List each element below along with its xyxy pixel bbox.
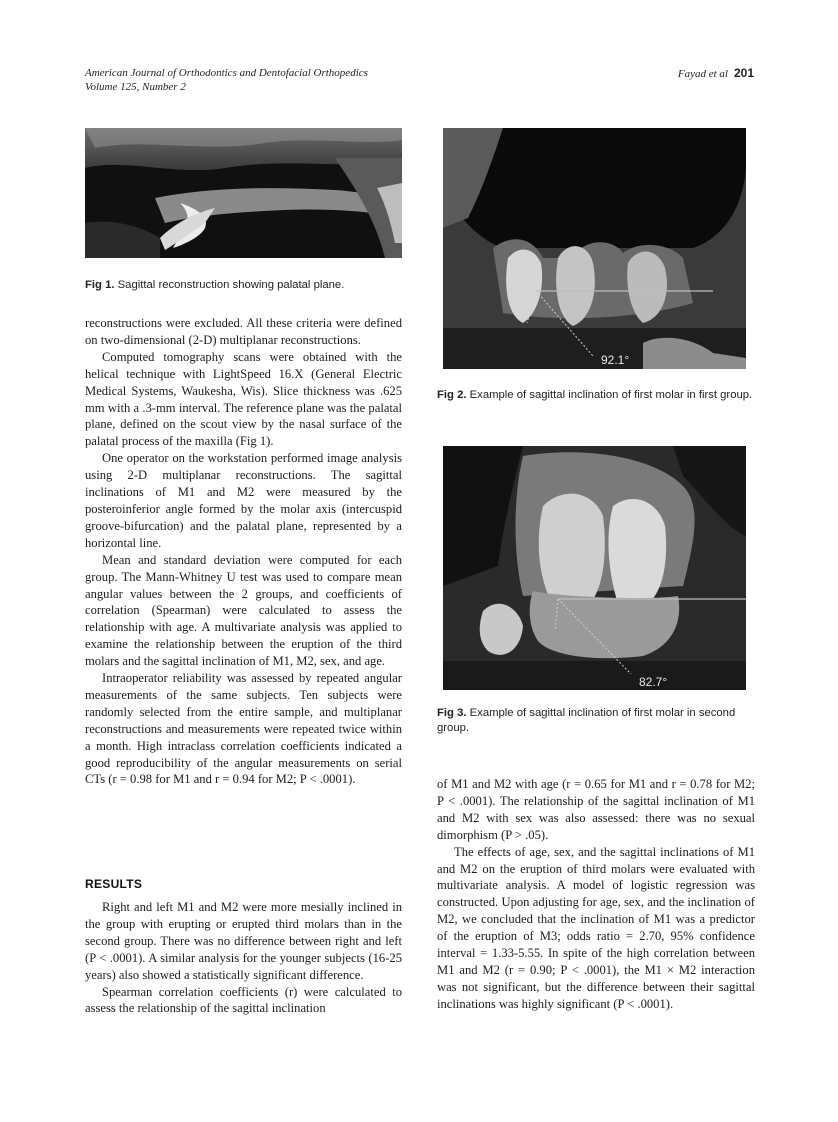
figure-2-caption-text: Example of sagittal inclination of first molar in first group.	[469, 389, 753, 401]
author-line: Fayad et al	[677, 68, 728, 80]
figure-1-image	[85, 128, 402, 258]
paragraph: of M1 and M2 with age (r = 0.65 for M1 and r = 0.78 for M2; P < .0001). The relationship of the sagittal inclination of M1 and M2 with sex was also assessed: there was no sexual dimorphism (P > .05).	[437, 777, 755, 842]
figure-1-caption	[85, 278, 415, 293]
page-header-right	[678, 66, 754, 81]
journal-title: American Journal of Orthodontics and Dentofacial Orthopedics	[85, 67, 368, 79]
page-number: 201	[733, 66, 754, 80]
figure-3-label: Fig 3.	[437, 707, 467, 719]
journal-volume: Volume 125, Number 2	[85, 81, 186, 93]
figure-2-angle-label: 92.1°	[601, 353, 630, 367]
paragraph: Mean and standard deviation were computed for each group. The Mann-Whitney U test was used to compare mean angular values between the 2 groups, and coefficients of correlation (Spearman) were calculated to assess the relationship with age. A multivariate analysis was applied to examine the relationship between the eruption of the third molars and the sagittal inclination of M1, M2, sex, and age.	[85, 552, 402, 669]
figure-1-label: Fig 1.	[85, 279, 115, 291]
paragraph: Intraoperator reliability was assessed by repeated angular measurements of the same subjects. Ten subjects were randomly selected from the entire sample, and multiplanar reconstructions and measurements were repeated twice within a month. High intraclass correlation coefficients indicated a good reproducibility of the angular measurements on serial CTs (r = 0.98 for M1 and r = 0.94 for M2; P < .0001).	[85, 671, 402, 787]
results-heading: RESULTS	[85, 877, 143, 891]
left-column-text	[85, 315, 402, 788]
paragraph: reconstructions were excluded. All these criteria were defined on two-dimensional (2-D) multiplanar reconstructions.	[85, 316, 402, 347]
figure-3-caption-text: Example of sagittal inclination of first molar in second group.	[437, 707, 736, 734]
figure-3-caption	[437, 706, 757, 736]
paragraph: One operator on the workstation performed image analysis using 2-D multiplanar reconstructions. The sagittal inclinations of M1 and M2 were measured by the posteroinferior angle formed by the molar axis (intercuspid groove-bifurcation) and the palatal plane, represented by a horizontal line.	[85, 451, 402, 550]
paragraph: Right and left M1 and M2 were more mesially inclined in the group with erupting or erupted third molars than in the second group. There was no difference between right and left (P < .0001). A similar analysis for the younger subjects (16-25 years) also showed a statistically significant difference.	[85, 900, 402, 982]
figure-1-caption-text: Sagittal reconstruction showing palatal plane.	[117, 279, 345, 291]
paragraph: Spearman correlation coefficients (r) were calculated to assess the relationship of the sagittal inclination	[85, 984, 402, 1016]
figure-2-image	[443, 128, 746, 369]
running-header	[85, 66, 445, 94]
figure-2-label: Fig 2.	[437, 389, 467, 401]
figure-3-angle-label: 82.7°	[639, 675, 668, 689]
paragraph: Computed tomography scans were obtained with the helical technique with LightSpeed 16.X (General Electric Medical Systems, Waukesha, Wis). Slice thickness was .625 mm with a .3-mm interval. The reference plane was the palatal plane, defined on the scout view by the nasal surface of the palatal process of the maxilla (Fig 1).	[85, 349, 402, 449]
right-column-text	[437, 776, 755, 1013]
figure-3-image	[443, 446, 746, 690]
figure-2-caption	[437, 388, 757, 403]
paragraph: The effects of age, sex, and the sagittal inclinations of M1 and M2 on the eruption of third molars were evaluated with multivariate analysis. A model of logistic regression was constructed. Upon adjusting for age, sex, and the inclination of M2, we concluded that the inclination of M1 was a predictor of the eruption of M3; odds ratio = 2.70, 95% confidence interval = 1.33-5.55. In spite of the high correlation between M1 and M2 (r = 0.90; P < .0001), the M1 × M2 interaction was not significant, but the difference between their sagittal inclinations was highly significant (P < .0001).	[437, 844, 755, 1011]
left-column-results-text	[85, 899, 402, 1017]
